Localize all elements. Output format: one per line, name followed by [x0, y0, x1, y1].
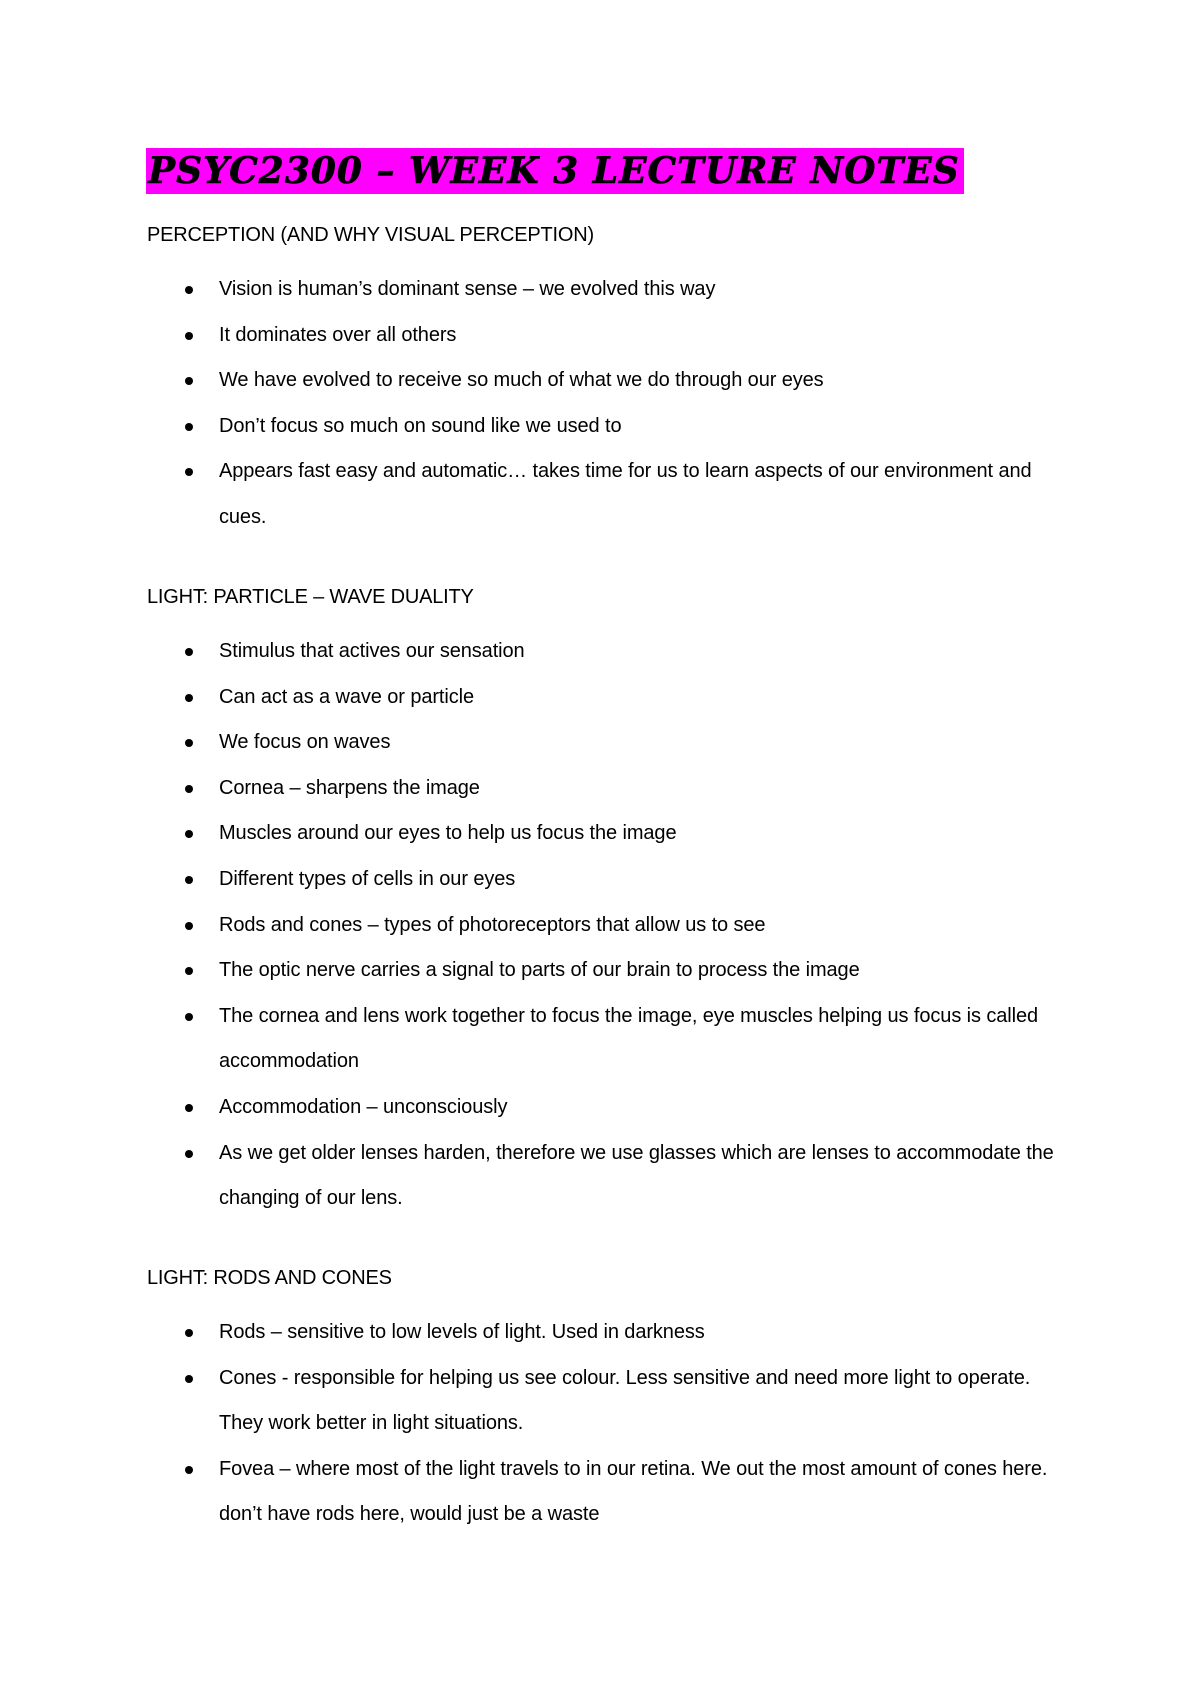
bullet-icon	[185, 1104, 193, 1112]
list-item	[147, 629, 1067, 675]
list-item-text: We focus on waves	[219, 731, 391, 754]
bullet-icon	[185, 423, 193, 431]
bullet-icon	[185, 1329, 193, 1337]
bullet-icon	[185, 922, 193, 930]
list-item-text: We have evolved to receive so much of what we do through our eyes	[219, 369, 824, 392]
list-item-text: Accommodation – unconsciously	[219, 1095, 508, 1118]
list-item-text: Don’t focus so much on sound like we used to	[219, 414, 622, 437]
list-item	[147, 675, 1067, 721]
list-item	[147, 720, 1067, 766]
bullet-icon	[185, 332, 193, 340]
list-item-text: Can act as a wave or particle	[219, 685, 475, 708]
list-item	[147, 903, 1067, 949]
list-item	[147, 404, 1067, 450]
section-rods-cones	[147, 1265, 1067, 1538]
list-item	[147, 766, 1067, 812]
bullet-icon	[185, 694, 193, 702]
list-item	[147, 811, 1067, 857]
bullet-list	[147, 267, 1067, 541]
list-item-text: The cornea and lens work together to focus the image, eye muscles helping us focus is called accommodation	[219, 1004, 1039, 1073]
list-item-text: Appears fast easy and automatic… takes time for us to learn aspects of our environment and cues.	[219, 460, 1032, 528]
bullet-icon	[185, 468, 193, 476]
section-heading: PERCEPTION (AND WHY VISUAL PERCEPTION)	[147, 224, 594, 246]
bullet-icon	[185, 876, 193, 884]
bullet-icon	[185, 1013, 193, 1021]
list-item	[147, 313, 1067, 359]
list-item	[147, 1356, 1067, 1447]
section-perception	[147, 222, 1067, 541]
list-item	[147, 267, 1067, 313]
list-item-text: Cones - responsible for helping us see colour. Less sensitive and need more light to operate. They work better in light situations.	[219, 1366, 1031, 1435]
list-item-text: The optic nerve carries a signal to parts of our brain to process the image	[219, 959, 860, 982]
bullet-icon	[185, 830, 193, 838]
list-item-text: Rods and cones – types of photoreceptors that allow us to see	[219, 913, 766, 936]
list-item-text: Different types of cells in our eyes	[219, 867, 516, 890]
bullet-icon	[185, 1466, 193, 1474]
list-item-text: As we get older lenses harden, therefore we use glasses which are lenses to accommodate the changing of our lens.	[219, 1141, 1054, 1210]
bullet-icon	[185, 967, 193, 975]
list-item-text: Muscles around our eyes to help us focus the image	[219, 822, 677, 845]
list-item	[147, 1131, 1067, 1222]
section-heading: LIGHT: PARTICLE – WAVE DUALITY	[147, 586, 474, 608]
list-item	[147, 948, 1067, 994]
list-item-text: Vision is human’s dominant sense – we evolved this way	[219, 278, 716, 300]
list-item-text: Cornea – sharpens the image	[219, 776, 480, 799]
list-item	[147, 1447, 1067, 1538]
bullet-icon	[185, 739, 193, 747]
bullet-icon	[185, 377, 193, 385]
list-item	[147, 994, 1067, 1085]
list-item-text: Stimulus that actives our sensation	[219, 640, 525, 662]
list-item	[147, 449, 1067, 540]
bullet-icon	[185, 648, 193, 656]
list-item-text: Rods – sensitive to low levels of light. Used in darkness	[219, 1321, 705, 1343]
bullet-icon	[185, 1375, 193, 1383]
bullet-list	[147, 1310, 1067, 1538]
bullet-icon	[185, 286, 193, 294]
section-heading: LIGHT: RODS AND CONES	[147, 1267, 392, 1289]
bullet-list	[147, 629, 1067, 1222]
bullet-icon	[185, 1150, 193, 1158]
list-item-text: Fovea – where most of the light travels to in our retina. We out the most amount of cones here. don’t have rods here, would just be a waste	[219, 1457, 1048, 1526]
list-item	[147, 1085, 1067, 1131]
list-item	[147, 857, 1067, 903]
document-title: PSYC2300 – WEEK 3 LECTURE NOTES	[146, 148, 964, 194]
list-item	[147, 358, 1067, 404]
section-light-duality	[147, 584, 1067, 1222]
list-item	[147, 1310, 1067, 1356]
list-item-text: It dominates over all others	[219, 323, 457, 346]
bullet-icon	[185, 785, 193, 793]
